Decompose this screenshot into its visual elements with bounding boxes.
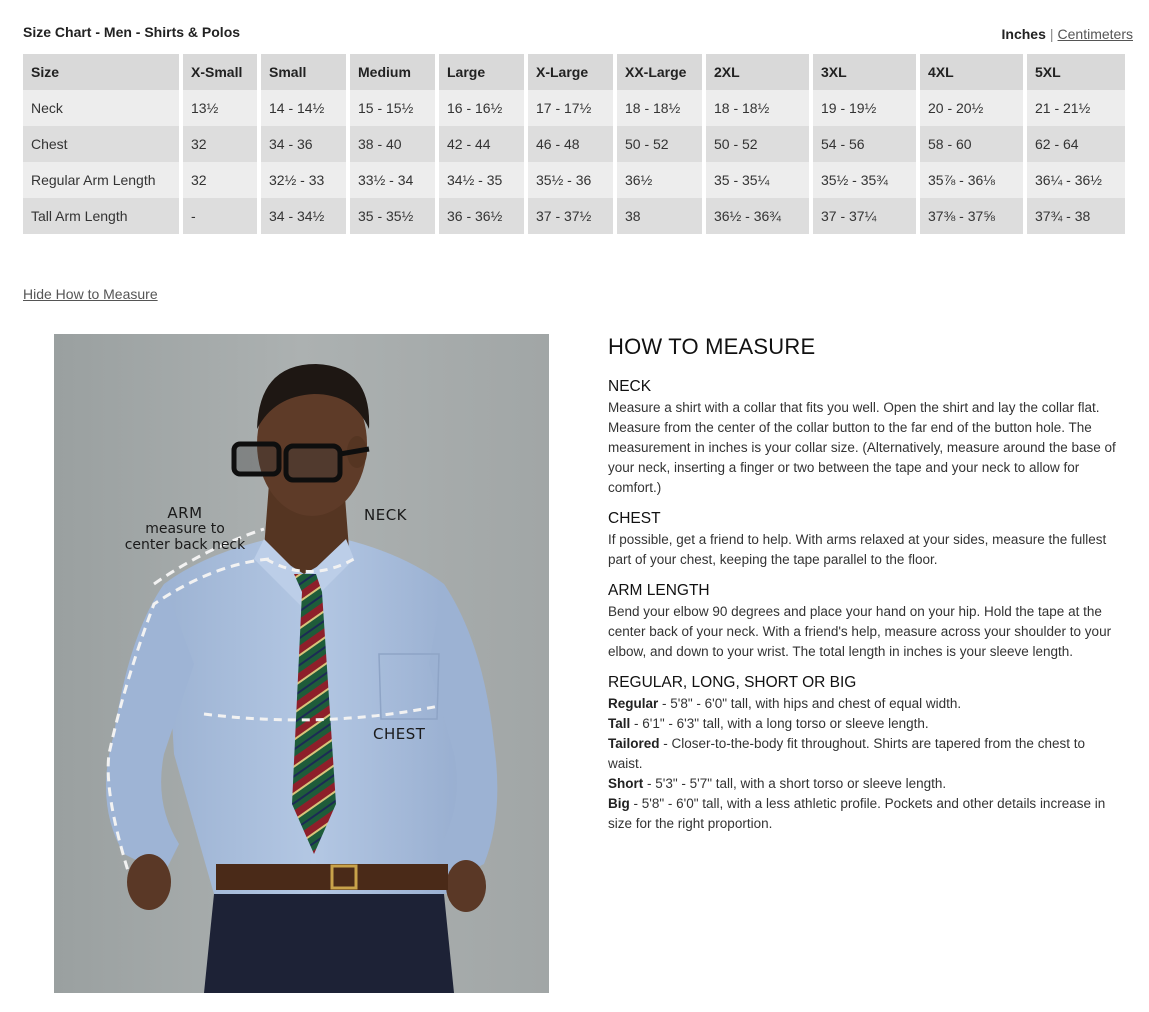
table-cell: 37 - 37¼ xyxy=(813,198,916,234)
table-row xyxy=(23,90,1125,126)
neck-label: NECK xyxy=(364,506,408,524)
fit-description: - 5'8" - 6'0" tall, with a less athletic profile. Pockets and other details increase in size for the right proportion. xyxy=(608,796,1106,831)
fit-item xyxy=(608,714,1118,734)
neck-heading: NECK xyxy=(608,378,652,395)
row-label: Tall Arm Length xyxy=(23,198,179,234)
right-hand xyxy=(446,860,486,912)
table-cell: 20 - 20½ xyxy=(920,90,1023,126)
table-cell: 13½ xyxy=(183,90,257,126)
left-hand xyxy=(127,854,171,910)
table-cell: 42 - 44 xyxy=(439,126,524,162)
row-label: Regular Arm Length xyxy=(23,162,179,198)
unit-separator: | xyxy=(1049,26,1054,42)
fit-description: - Closer-to-the-body fit throughout. Shirts are tapered from the chest to waist. xyxy=(608,736,1085,771)
table-cell: 34 - 36 xyxy=(261,126,346,162)
how-to-measure-title: HOW TO MEASURE xyxy=(608,334,816,359)
neck-section xyxy=(608,378,1118,498)
table-cell: 38 - 40 xyxy=(350,126,435,162)
column-header: Medium xyxy=(350,54,435,90)
unit-centimeters-link[interactable]: Centimeters xyxy=(1057,26,1133,42)
size-table xyxy=(19,54,1129,234)
table-cell: - xyxy=(183,198,257,234)
column-header: 2XL xyxy=(706,54,809,90)
fit-name: Big xyxy=(608,796,630,811)
column-header: Size xyxy=(23,54,179,90)
neck-text: Measure a shirt with a collar that fits you well. Open the shirt and lay the collar flat. Measure from the center of the collar button to the far end of the button hole. The measurement in inches is your collar size. (Alternatively, measure around the base of your neck, inserting a finger or two between the tape and your neck to allow for comfort.) xyxy=(608,400,1116,495)
table-cell: 32 xyxy=(183,126,257,162)
table-cell: 36 - 36½ xyxy=(439,198,524,234)
table-cell: 50 - 52 xyxy=(617,126,702,162)
fit-heading: REGULAR, LONG, SHORT OR BIG xyxy=(608,674,857,691)
arm-label xyxy=(110,505,260,553)
fit-name: Tall xyxy=(608,716,631,731)
table-cell: 36½ xyxy=(617,162,702,198)
chest-heading: CHEST xyxy=(608,510,661,527)
table-cell: 35½ - 35¾ xyxy=(813,162,916,198)
table-cell: 19 - 19½ xyxy=(813,90,916,126)
table-cell: 34½ - 35 xyxy=(439,162,524,198)
table-header-row xyxy=(23,54,1125,90)
model-photo xyxy=(54,334,549,993)
table-cell: 18 - 18½ xyxy=(706,90,809,126)
column-header: Small xyxy=(261,54,346,90)
table-row xyxy=(23,162,1125,198)
table-cell: 32 xyxy=(183,162,257,198)
chest-section xyxy=(608,510,1118,570)
chest-label: CHEST xyxy=(373,725,426,743)
column-header: 4XL xyxy=(920,54,1023,90)
arm-length-section xyxy=(608,582,1118,662)
glasses-left-lens xyxy=(234,444,279,474)
table-cell: 50 - 52 xyxy=(706,126,809,162)
column-header: XX-Large xyxy=(617,54,702,90)
fit-item xyxy=(608,694,1118,714)
table-row xyxy=(23,198,1125,234)
table-cell: 35 - 35½ xyxy=(350,198,435,234)
table-cell: 36¼ - 36½ xyxy=(1027,162,1125,198)
fit-section xyxy=(608,674,1118,834)
table-cell: 14 - 14½ xyxy=(261,90,346,126)
row-label: Chest xyxy=(23,126,179,162)
arm-label-title: ARM xyxy=(167,504,203,522)
table-cell: 46 - 48 xyxy=(528,126,613,162)
column-header: X-Small xyxy=(183,54,257,90)
model-illustration xyxy=(54,334,549,993)
fit-item xyxy=(608,774,1118,794)
column-header: Large xyxy=(439,54,524,90)
table-cell: 36½ - 36¾ xyxy=(706,198,809,234)
table-cell: 34 - 34½ xyxy=(261,198,346,234)
column-header: X-Large xyxy=(528,54,613,90)
column-header: 3XL xyxy=(813,54,916,90)
table-cell: 15 - 15½ xyxy=(350,90,435,126)
table-cell: 33½ - 34 xyxy=(350,162,435,198)
fit-description: - 6'1" - 6'3" tall, with a long torso or sleeve length. xyxy=(630,716,929,731)
table-cell: 18 - 18½ xyxy=(617,90,702,126)
glasses-right-lens xyxy=(286,446,340,480)
table-cell: 16 - 16½ xyxy=(439,90,524,126)
arm-length-text: Bend your elbow 90 degrees and place your hand on your hip. Hold the tape at the center back of your neck. With a friend's help, measure across your shoulder to your elbow, and down to your wrist. The total length in inches is your sleeve length. xyxy=(608,604,1112,659)
table-cell: 17 - 17½ xyxy=(528,90,613,126)
fit-description: - 5'3" - 5'7" tall, with a short torso or sleeve length. xyxy=(643,776,947,791)
fit-item xyxy=(608,794,1118,834)
table-cell: 35⅞ - 36⅛ xyxy=(920,162,1023,198)
unit-toggle xyxy=(1002,26,1133,42)
table-cell: 21 - 21½ xyxy=(1027,90,1125,126)
table-cell: 62 - 64 xyxy=(1027,126,1125,162)
arm-label-line2: center back neck xyxy=(124,537,246,553)
size-chart-title: Size Chart - Men - Shirts & Polos xyxy=(23,24,241,40)
table-cell: 38 xyxy=(617,198,702,234)
unit-inches[interactable]: Inches xyxy=(1001,26,1046,42)
fit-item xyxy=(608,734,1118,774)
pants xyxy=(204,894,454,993)
fit-name: Regular xyxy=(608,696,659,711)
fit-description: - 5'8" - 6'0" tall, with hips and chest of equal width. xyxy=(658,696,962,711)
table-cell: 37¾ - 38 xyxy=(1027,198,1125,234)
arm-length-heading: ARM LENGTH xyxy=(608,582,710,599)
column-header: 5XL xyxy=(1027,54,1125,90)
hide-how-to-measure-link[interactable]: Hide How to Measure xyxy=(23,286,158,302)
table-cell: 35 - 35¼ xyxy=(706,162,809,198)
row-label: Neck xyxy=(23,90,179,126)
fit-name: Short xyxy=(608,776,644,791)
table-row xyxy=(23,126,1125,162)
how-to-measure-panel xyxy=(608,330,1118,846)
fit-name: Tailored xyxy=(608,736,660,751)
arm-label-line1: measure to xyxy=(145,521,225,537)
table-cell: 37⅜ - 37⅝ xyxy=(920,198,1023,234)
table-cell: 32½ - 33 xyxy=(261,162,346,198)
fit-list xyxy=(608,694,1118,834)
table-cell: 37 - 37½ xyxy=(528,198,613,234)
table-cell: 54 - 56 xyxy=(813,126,916,162)
chest-text: If possible, get a friend to help. With arms relaxed at your sides, measure the fullest part of your chest, keeping the tape parallel to the floor. xyxy=(608,532,1107,567)
table-cell: 58 - 60 xyxy=(920,126,1023,162)
table-cell: 35½ - 36 xyxy=(528,162,613,198)
